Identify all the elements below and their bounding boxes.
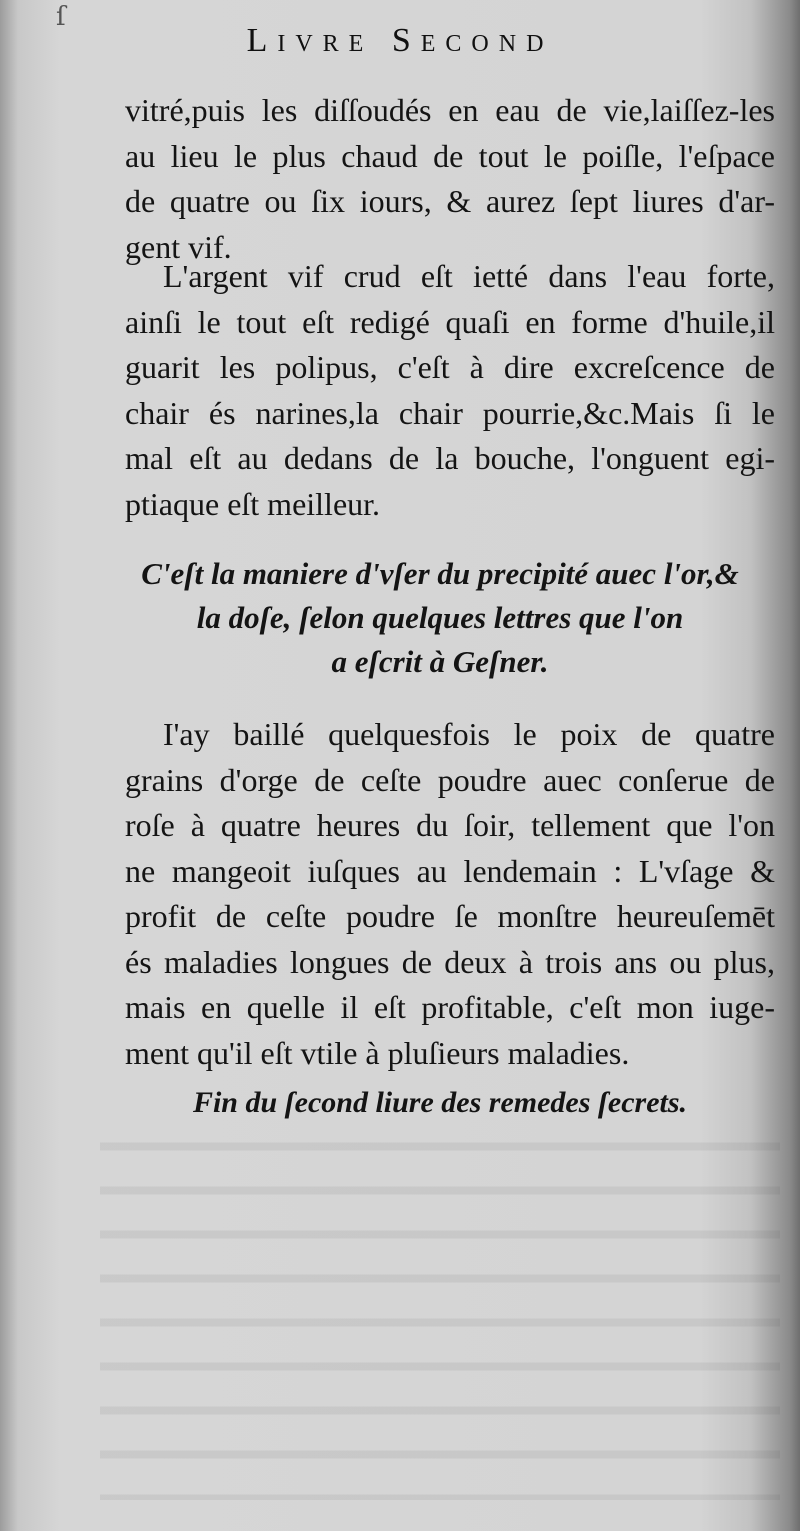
text-line: de quatre ou ſix iours, & aurez ſept liures d'ar-	[125, 183, 775, 219]
text-line: guarit les polipus, c'eſt à dire excreſcence de	[125, 349, 775, 385]
paragraph-2	[125, 254, 775, 527]
bleed-through-texture	[100, 1120, 780, 1500]
text-line: chair és narines,la chair pourrie,&c.Mais ſi le	[125, 394, 775, 431]
heading-line: C'eſt la maniere d'vſer du precipité auec l'or,&	[141, 556, 739, 591]
text-line: ne mangeoit iuſques au lendemain : L'vſage &	[125, 852, 775, 889]
text-line: au lieu le plus chaud de tout le poiſle, l'eſpace	[125, 137, 775, 174]
text-line: mal eſt au dedans de la bouche, l'onguent egi-	[125, 440, 775, 476]
text-line: I'ay baillé quelquesfois le poix de quatre	[163, 716, 775, 752]
closing-line: Fin du ſecond liure des remedes ſecrets.	[192, 1086, 688, 1119]
paragraph-3	[125, 712, 775, 1076]
text-line: ptiaque eſt meilleur.	[125, 485, 381, 522]
corner-mark: ſ	[56, 2, 66, 32]
text-line: ainſi le tout eſt redigé quaſi en forme d'huile,il	[125, 303, 775, 340]
section-heading	[100, 552, 780, 684]
heading-line: a eſcrit à Geſner.	[331, 644, 549, 679]
text-line: grains d'orge de ceſte poudre auec conſerue de	[125, 761, 775, 798]
text-line: ment qu'il eſt vtile à pluſieurs maladies.	[125, 1034, 630, 1071]
text-line: és maladies longues de deux à trois ans ou plus,	[125, 943, 775, 980]
text-line: vitré,puis les diſſoudés en eau de vie,laiſſez-les	[125, 92, 775, 128]
text-line: roſe à quatre heures du ſoir, tellement que l'on	[125, 807, 775, 843]
text-line: mais en quelle il eſt profitable, c'eſt mon iuge-	[125, 989, 775, 1025]
running-head: Livre Second	[246, 22, 554, 59]
text-line: gent vif.	[125, 228, 232, 265]
text-line: profit de ceſte poudre ſe monſtre heureuſemēt	[125, 898, 775, 934]
text-line: L'argent vif crud eſt ietté dans l'eau forte,	[163, 258, 775, 294]
paragraph-1	[125, 88, 775, 270]
heading-line: la doſe, ſelon quelques lettres que l'on	[196, 600, 684, 635]
